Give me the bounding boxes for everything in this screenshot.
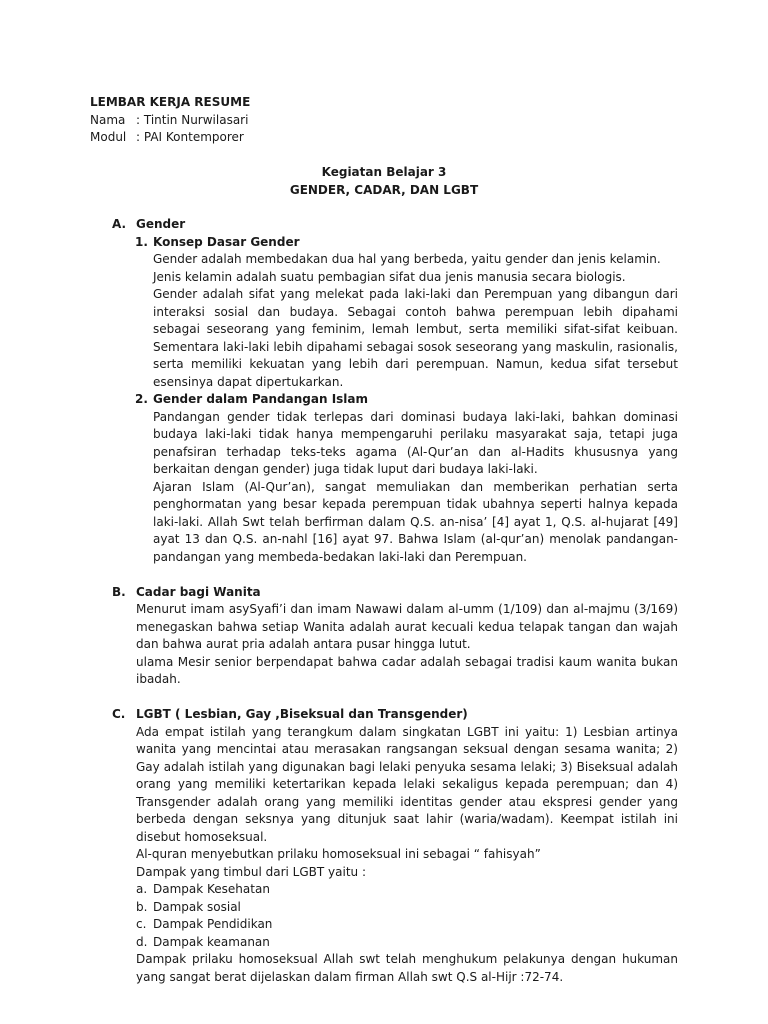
list-item (0, 881, 768, 899)
paragraph: Dampak prilaku homoseksual Allah swt telah menghukum pelakunya dengan hukuman yang sangat berat dijelaskan dalam firman Allah swt Q.S al-Hijr :72-74. (136, 952, 678, 984)
paragraph: Gender adalah sifat yang melekat pada laki-laki dan Perempuan yang dibangun dari interaksi sosial dan budaya. Sebagai contoh bahwa perempuan lebih dipahami sebagai seseorang yang feminim, lemah lembut, serta memiliki sifat-sifat keibuan. Sementara laki-laki lebih dipahami sebagai sosok seseorang yang maskulin, rasionalis, serta memiliki kekuatan yang lebih dari perempuan. Namun, kedua sifat tersebut esensinya dapat dipertukarkan. (153, 287, 678, 389)
paragraph: Gender adalah membedakan dua hal yang berbeda, yaitu gender dan jenis kelamin. (153, 252, 661, 266)
document-body (0, 216, 768, 986)
list-item-marker: a. (136, 882, 148, 896)
section-c-letter: C. (112, 707, 126, 721)
module-value: : PAI Kontemporer (136, 130, 244, 144)
worksheet-title: LEMBAR KERJA RESUME (90, 95, 251, 109)
subsection-a1-heading (0, 234, 768, 252)
list-item-text: Dampak sosial (153, 899, 241, 914)
name-label: Nama (90, 112, 126, 127)
list-item-text: Dampak keamanan (153, 934, 270, 949)
section-a-title: Gender (136, 217, 186, 231)
paragraph: Jenis kelamin adalah suatu pembagian sifat dua jenis manusia secara biologis. (153, 269, 626, 284)
subsection-a2-heading (0, 391, 768, 409)
paragraph: Ajaran Islam (Al-Qur’an), sangat memuliakan dan memberikan perhatian serta penghormatan yang besar kepada perempuan tidak ubahnya seperti halnya kepada laki-laki. Allah Swt telah berfirman dalam Q.S. an-nisa’ [4] ayat 1, Q.S. al-hujarat [49] ayat 13 dan Q.S. an-nahl [16] ayat 97. Bahwa Islam (al-qur’an) menolak pandangan-pandangan yang membeda-bedakan laki-laki dan Perempuan. (153, 479, 678, 564)
section-a-heading (0, 216, 768, 234)
spacer (0, 689, 768, 707)
subsection-a2-title: Gender dalam Pandangan Islam (153, 392, 369, 406)
paragraph: Ada empat istilah yang terangkum dalam singkatan LGBT ini yaitu: 1) Lesbian artinya wanita yang mencintai atau merasakan rangsangan seksual dengan sesama wanita; 2) Gay adalah istilah yang digunakan bagi lelaki penyuka sesama lelaki; 3) Biseksual adalah orang yang memiliki ketertarikan kepada lelaki sekaligus kepada perempuan; dan 4) Transgender adalah orang yang memiliki identitas gender atau ekspresi gender yang berbeda dengan seksnya yang ditunjuk saat lahir (waria/wadam). Keempat istilah ini disebut homoseksual. (136, 724, 678, 844)
paragraph: Menurut imam asySyafi’i dan imam Nawawi dalam al-umm (1/109) dan al-majmu (3/169) menegaskan bahwa setiap Wanita adalah aurat kecuali kedua telapak tangan dan wajah dan bahwa aurat pria adalah antara pusar hingga lutut. (136, 602, 678, 651)
list-item (0, 916, 768, 934)
header-block (90, 94, 250, 147)
section-c-title: LGBT ( Lesbian, Gay ,Biseksual dan Transgender) (136, 707, 468, 721)
name-row (90, 112, 250, 130)
list-item (0, 934, 768, 952)
section-b-heading (0, 584, 768, 602)
module-row (90, 129, 250, 147)
paragraph: Al-quran menyebutkan prilaku homoseksual ini sebagai “ fahisyah” (136, 847, 541, 861)
paragraph: Dampak yang timbul dari LGBT yaitu : (136, 864, 366, 879)
subsection-a1-number: 1. (135, 234, 148, 249)
list-item-marker: c. (136, 917, 147, 931)
spacer (0, 566, 768, 584)
subsection-a1-title: Konsep Dasar Gender (153, 234, 300, 249)
subsection-a2-number: 2. (135, 392, 148, 406)
list-item-text: Dampak Pendidikan (153, 917, 273, 931)
section-b-letter: B. (112, 584, 126, 599)
list-item-marker: b. (136, 899, 148, 914)
paragraph: Pandangan gender tidak terlepas dari dominasi budaya laki-laki, bahkan dominasi budaya laki-laki tidak hanya mempengaruhi perilaku masyarakat saja, tetapi juga penafsiran terhadap teks-teks agama (Al-Qur’an dan al-Hadits khususnya yang berkaitan dengan gender) juga tidak luput dari budaya laki-laki. (153, 409, 678, 476)
activity-title: GENDER, CADAR, DAN LGBT (289, 182, 479, 197)
list-item-marker: d. (136, 934, 148, 949)
paragraph: ulama Mesir senior berpendapat bahwa cadar adalah sebagai tradisi kaum wanita bukan ibadah. (136, 654, 678, 686)
section-c-heading (0, 706, 768, 724)
list-item (0, 899, 768, 917)
activity-subtitle: Kegiatan Belajar 3 (321, 165, 447, 179)
name-value: : Tintin Nurwilasari (136, 112, 249, 127)
section-b-title: Cadar bagi Wanita (136, 584, 261, 599)
activity-title-block (0, 164, 768, 199)
list-item-text: Dampak Kesehatan (153, 882, 270, 896)
section-a-letter: A. (112, 217, 127, 231)
module-label: Modul (90, 130, 127, 144)
